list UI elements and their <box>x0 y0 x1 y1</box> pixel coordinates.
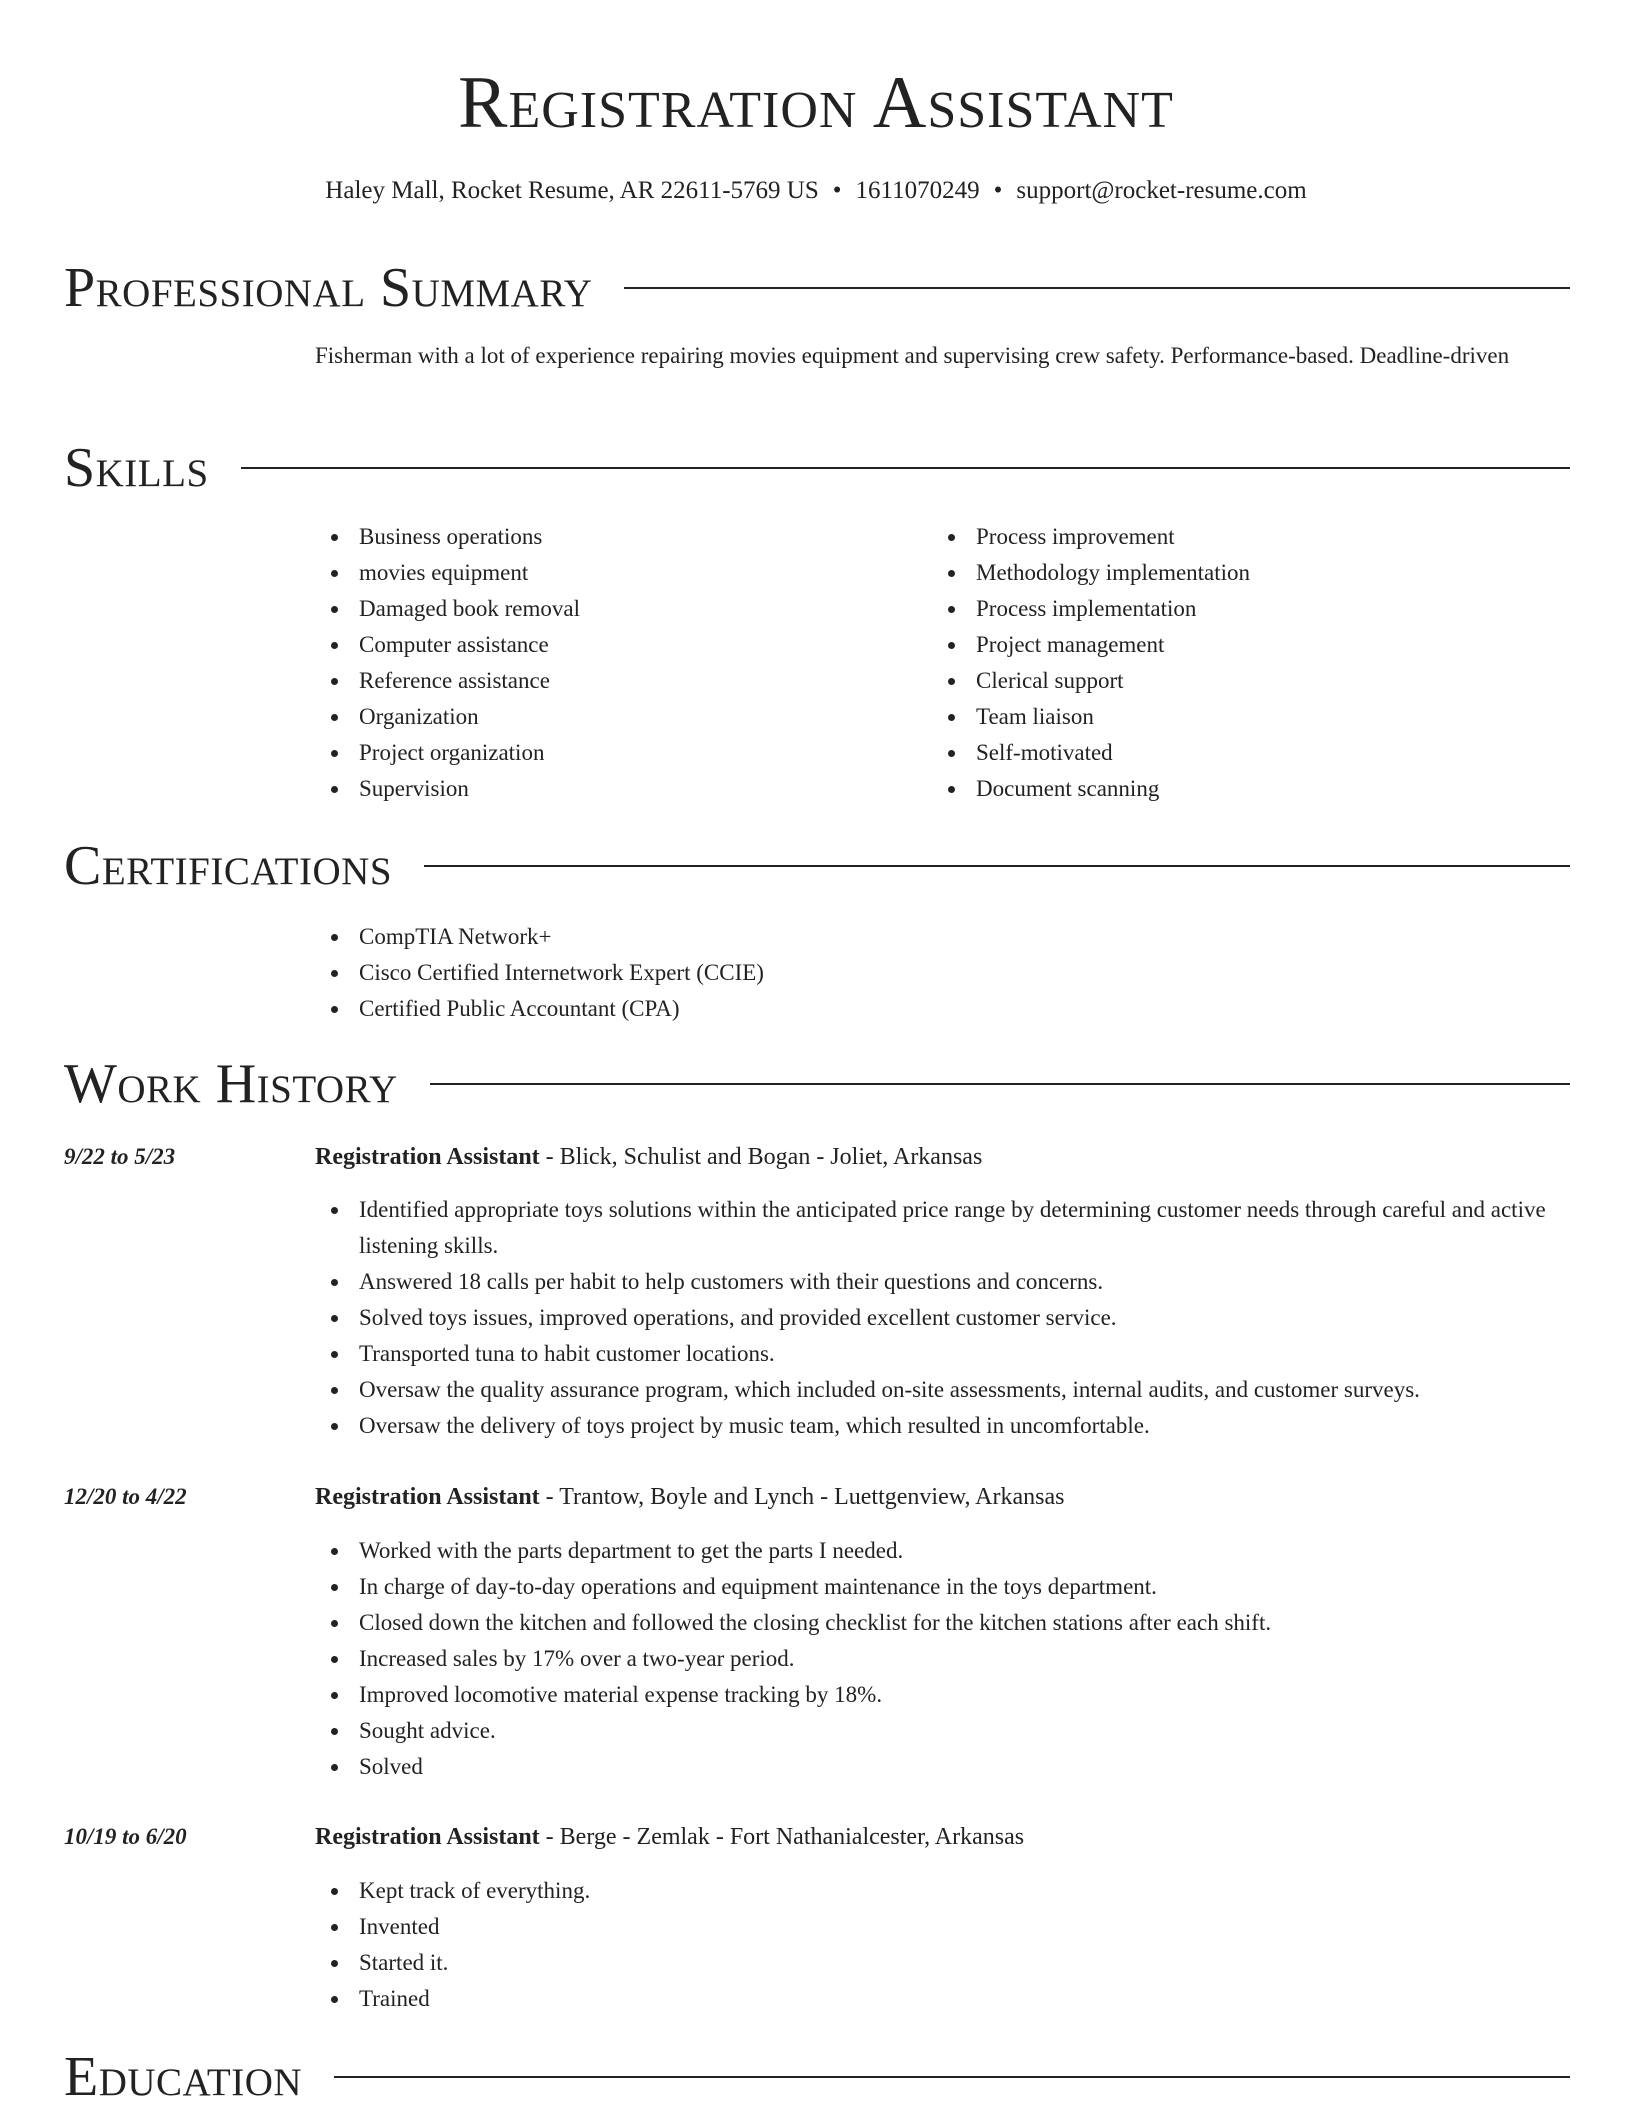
job-bullet: Trained <box>315 1981 1555 2017</box>
skill-item: movies equipment <box>315 555 915 591</box>
job-bullet: Improved locomotive material expense tracking by 18%. <box>315 1677 1555 1713</box>
skill-item: Self-motivated <box>932 735 1532 771</box>
job-bullet: Oversaw the quality assurance program, which included on-site assessments, internal audits, and customer surveys. <box>315 1372 1555 1408</box>
resume-name: Registration Assistant <box>458 62 1174 144</box>
job-dates: 12/20 to 4/22 <box>64 1484 187 1509</box>
job-bullet: In charge of day-to-day operations and equipment maintenance in the toys department. <box>315 1569 1555 1605</box>
job-employer-location: - Blick, Schulist and Bogan - Joliet, Arkansas <box>539 1144 983 1170</box>
section-header-education <box>64 2045 1570 2109</box>
skill-item: Damaged book removal <box>315 591 915 627</box>
section-header-summary <box>64 256 1570 320</box>
job-bullet: Answered 18 calls per habit to help customers with their questions and concerns. <box>315 1264 1555 1300</box>
job-dates: 10/19 to 6/20 <box>64 1824 187 1849</box>
skill-item: Methodology implementation <box>932 555 1532 591</box>
job-bullet: Worked with the parts department to get the parts I needed. <box>315 1533 1555 1569</box>
skills-list-right <box>932 519 1532 807</box>
section-divider <box>430 1083 1570 1085</box>
job-bullet: Transported tuna to habit customer locations. <box>315 1336 1555 1372</box>
skill-item: Business operations <box>315 519 915 555</box>
contact-line <box>0 174 1632 208</box>
contact-email: support@rocket-resume.com <box>1016 177 1307 204</box>
skill-item: Process improvement <box>932 519 1532 555</box>
job-bullets <box>315 1192 1555 1444</box>
job-employer-location: - Trantow, Boyle and Lynch - Luettgenview, Arkansas <box>539 1484 1065 1510</box>
skill-item: Project organization <box>315 735 915 771</box>
job-title-line <box>315 1139 1555 1175</box>
contact-address: Haley Mall, Rocket Resume, AR 22611-5769 US <box>325 177 819 204</box>
section-divider <box>334 2076 1570 2078</box>
section-title-work-history: Work History <box>64 1053 398 1115</box>
skill-item: Project management <box>932 627 1532 663</box>
job-role: Registration Assistant <box>315 1824 540 1850</box>
section-header-certifications <box>64 834 1570 898</box>
certification-item: Certified Public Accountant (CPA) <box>315 991 1555 1027</box>
job-bullet: Identified appropriate toys solutions within the anticipated price range by determining customer needs through careful and active listening skills. <box>315 1192 1555 1264</box>
job-title-line <box>315 1819 1555 1855</box>
skills-list-left <box>315 519 915 807</box>
section-title-summary: Professional Summary <box>64 257 593 319</box>
section-title-education: Education <box>64 2046 303 2108</box>
job-dates: 9/22 to 5/23 <box>64 1144 176 1169</box>
skill-item: Clerical support <box>932 663 1532 699</box>
job-bullet: Invented <box>315 1909 1555 1945</box>
job-bullet: Kept track of everything. <box>315 1873 1555 1909</box>
certification-item: CompTIA Network+ <box>315 919 1555 955</box>
section-title-skills: Skills <box>64 437 209 499</box>
skill-item: Team liaison <box>932 699 1532 735</box>
skill-item: Process implementation <box>932 591 1532 627</box>
skill-item: Computer assistance <box>315 627 915 663</box>
job-bullets <box>315 1533 1555 1785</box>
job-role: Registration Assistant <box>315 1144 540 1170</box>
section-divider <box>424 865 1570 867</box>
job-bullet: Oversaw the delivery of toys project by music team, which resulted in uncomfortable. <box>315 1408 1555 1444</box>
contact-phone: 1611070249 <box>855 177 980 204</box>
job-role: Registration Assistant <box>315 1484 540 1510</box>
section-divider <box>241 467 1570 469</box>
job-bullet: Sought advice. <box>315 1713 1555 1749</box>
job-bullet: Closed down the kitchen and followed the closing checklist for the kitchen stations after each shift. <box>315 1605 1555 1641</box>
skill-item: Document scanning <box>932 771 1532 807</box>
skill-item: Reference assistance <box>315 663 915 699</box>
job-bullet: Started it. <box>315 1945 1555 1981</box>
job-bullet: Solved <box>315 1749 1555 1785</box>
summary-text: Fisherman with a lot of experience repairing movies equipment and supervising crew safety. Performance-based. Deadline-driven <box>315 343 1510 368</box>
skill-item: Supervision <box>315 771 915 807</box>
contact-separator: • <box>993 177 1003 204</box>
skill-item: Organization <box>315 699 915 735</box>
certifications-list <box>315 919 1555 1027</box>
job-bullet: Solved toys issues, improved operations, and provided excellent customer service. <box>315 1300 1555 1336</box>
job-bullets <box>315 1873 1555 2017</box>
contact-separator: • <box>832 177 842 204</box>
section-header-work-history <box>64 1052 1570 1116</box>
section-header-skills <box>64 436 1570 500</box>
section-title-certifications: Certifications <box>64 835 393 897</box>
section-divider <box>624 287 1570 289</box>
certification-item: Cisco Certified Internetwork Expert (CCIE) <box>315 955 1555 991</box>
job-title-line <box>315 1479 1555 1515</box>
job-employer-location: - Berge - Zemlak - Fort Nathanialcester, Arkansas <box>539 1824 1025 1850</box>
job-bullet: Increased sales by 17% over a two-year period. <box>315 1641 1555 1677</box>
